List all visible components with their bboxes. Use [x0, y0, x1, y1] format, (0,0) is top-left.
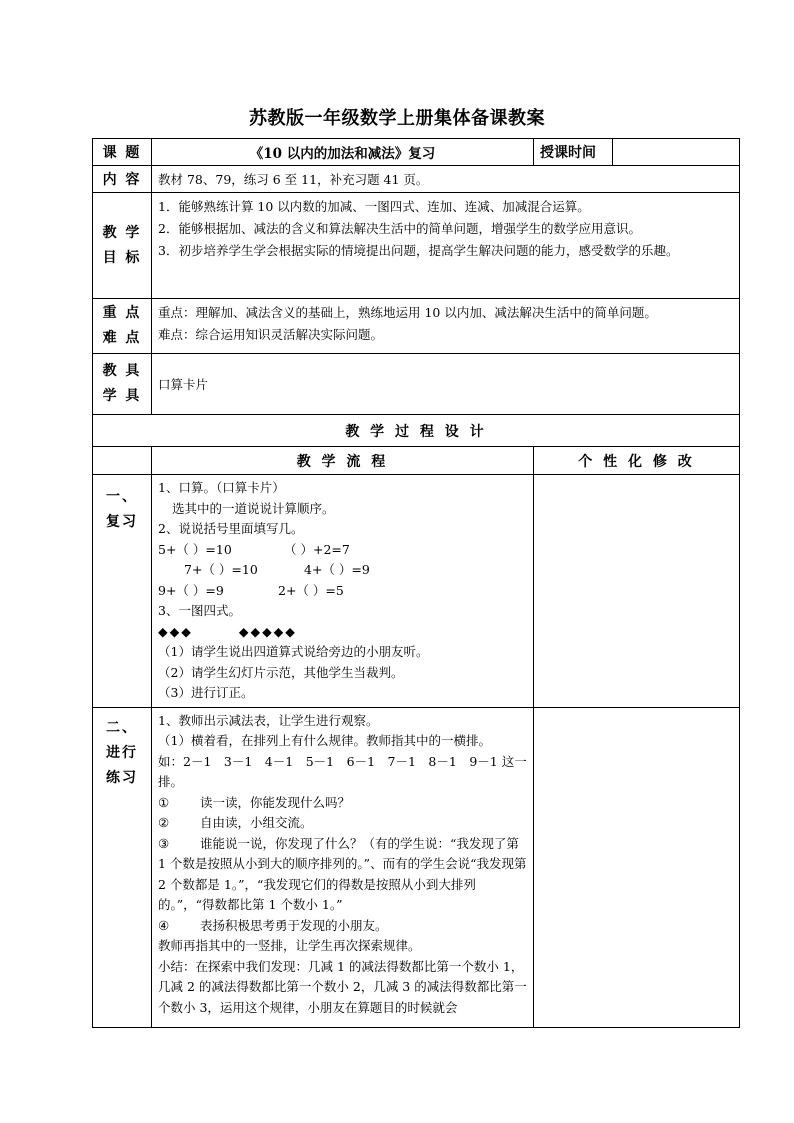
goals-content: [152, 193, 740, 299]
review-line: 选其中的一道说说计算顺序。: [172, 500, 335, 516]
tools-label: [93, 354, 152, 415]
equation-row: [158, 560, 527, 581]
section-practice-label-line2: 进行: [106, 744, 138, 761]
goal-item: 1．能够熟练计算 10 以内数的加减、一图四式、连加、连减、加减混合运算。: [158, 199, 590, 214]
goals-label-line1: 教 学: [102, 224, 142, 241]
practice-item: [158, 793, 527, 814]
section-review-row: [93, 475, 740, 708]
section-review-label-line1: 一、: [106, 489, 138, 505]
practice-item-text: 自由读，小组交流。: [200, 815, 313, 830]
key-points-label-line1: 重 点: [102, 305, 142, 321]
practice-line: 教师再指其中的一竖排，让学生再次探索规律。: [158, 938, 421, 953]
content-label: 内 容: [93, 166, 152, 193]
process-title-row: [93, 415, 740, 447]
goals-label-line2: 目 标: [102, 249, 142, 266]
practice-item-text: 谁能说一说，你发现了什么？（有的学生说：“我发现了第 1 个数是按照从小到大的顺序排列的。”、而有的学生会说“我发现第 2 个数都是 1。”，“我发现它们的得数是按照从小到大排列的。”，“得数都比第 1 个数小 1。”: [158, 835, 527, 912]
tools-label-line1: 教 具: [102, 363, 142, 379]
lesson-plan-table: [92, 138, 740, 1028]
key-points-label-line2: 难 点: [102, 330, 142, 346]
review-line: 1、口算。（口算卡片）: [158, 480, 285, 495]
equation: 2+（ ）=5: [278, 582, 344, 598]
review-line: 2、说说括号里面填写几。: [158, 521, 304, 536]
goal-item: 2．能够根据加、减法的含义和算法解决生活中的简单问题，增强学生的数学应用意识。: [158, 221, 641, 236]
practice-item-number: ③: [158, 835, 170, 851]
empty-header-cell: [93, 447, 152, 475]
equation: 7+（ ）=10: [184, 562, 258, 577]
goal-item: 3．初步培养学生学会根据实际的情境提出问题，提高学生解决问题的能力，感受数学的乐趣。: [158, 243, 679, 258]
key-points-row: [93, 299, 740, 354]
page-title: 苏教版一年级数学上册集体备课教案: [249, 108, 545, 129]
time-label: 授课时间: [534, 139, 613, 166]
topic-label: 课 题: [93, 139, 152, 166]
equation-row: [158, 540, 527, 561]
practice-summary: 小结：在探索中我们发现：几减 1 的减法得数都比第一个数小 1，几减 2 的减法得数都比第一个数小 2，几减 3 的减法得数都比第一个数小 3，运用这个规律，小朋友在算题目的时候就会: [158, 958, 527, 1015]
goals-row: [93, 193, 740, 299]
section-practice-label-line3: 练习: [106, 769, 138, 786]
diamond-row: [158, 622, 527, 643]
topic-row: [93, 139, 740, 166]
section-review-content: [152, 475, 534, 708]
equation: 4+（ ）=9: [304, 562, 370, 577]
difficult-point-text: 难点：综合运用知识灵活解决实际问题。: [158, 327, 384, 342]
content-value: 教材 78、79，练习 6 至 11，补充习题 41 页。: [152, 166, 740, 193]
key-point-text: 重点：理解加、减法含义的基础上，熟练地运用 10 以内加、减法解决生活中的简单问题。: [158, 305, 657, 320]
time-value: [613, 139, 740, 166]
section-review-label-line2: 复习: [106, 514, 138, 530]
tools-row: [93, 354, 740, 415]
practice-item-text: 读一读，你能发现什么吗？: [200, 794, 351, 810]
section-review-label: [93, 475, 152, 708]
review-line: （2）请学生幻灯片示范，其他学生当裁判。: [158, 664, 404, 680]
section-practice-label: [93, 707, 152, 1027]
section-practice-label-line1: 二、: [106, 719, 138, 736]
tools-value: 口算卡片: [152, 354, 740, 415]
section-practice-row: [93, 707, 740, 1027]
practice-item-number: ②: [158, 815, 170, 830]
practice-line: （1）横着看，在排列上有什么规律。教师指其中的一横排。: [158, 733, 491, 748]
process-title: 教 学 过 程 设 计: [93, 415, 740, 447]
review-line: （3）进行订正。: [158, 685, 254, 700]
diamond-group-icon: ◆◆◆◆◆: [238, 623, 297, 639]
topic-value: 《10 以内的加法和减法》复习: [152, 139, 534, 166]
equation: 5+（ ）=10: [158, 541, 232, 557]
practice-line: 1、教师出示减法表，让学生进行观察。: [158, 712, 379, 728]
practice-item-text: 表扬积极思考勇于发现的小朋友。: [200, 917, 388, 933]
practice-item-number: ④: [158, 917, 170, 933]
equation-row: [158, 581, 527, 602]
review-line: （1）请学生说出四道算式说给旁边的小朋友听。: [158, 644, 429, 659]
equation: 9+（ ）=9: [158, 582, 224, 598]
review-line: 3、一图四式。: [158, 603, 241, 618]
key-points-label: [93, 299, 152, 354]
section-review-personal: [534, 475, 740, 708]
section-practice-content: [152, 707, 534, 1027]
practice-line: 如：2－1 3－1 4－1 5－1 6－1 7－1 8－1 9－1 这一排。: [158, 753, 527, 789]
tools-label-line2: 学 具: [102, 388, 142, 404]
practice-item: [158, 813, 527, 834]
content-row: [93, 166, 740, 193]
column-header-row: [93, 447, 740, 475]
section-practice-personal: [534, 707, 740, 1027]
practice-item: [158, 916, 527, 937]
equation: （ ）+2=7: [284, 541, 350, 557]
personal-column-header: 个 性 化 修 改: [534, 447, 740, 475]
diamond-group-icon: ◆◆◆: [158, 623, 193, 639]
flow-column-header: 教 学 流 程: [152, 447, 534, 475]
practice-item: [158, 834, 527, 916]
practice-item-number: ①: [158, 794, 170, 810]
goals-label: [93, 193, 152, 299]
key-points-content: [152, 299, 740, 354]
